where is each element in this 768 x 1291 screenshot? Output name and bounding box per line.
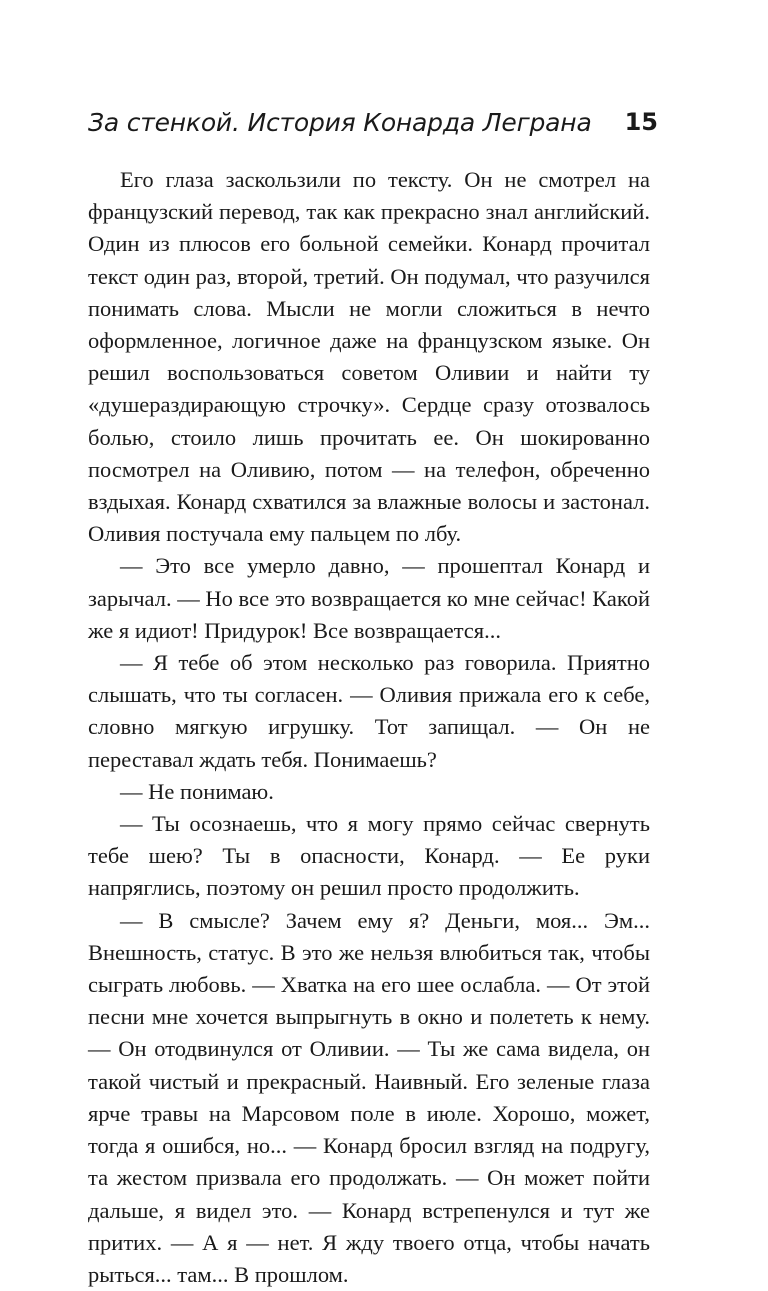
- running-title: За стенкой. История Конарда Леграна: [88, 108, 592, 137]
- running-head: [88, 104, 658, 144]
- paragraph: — В смысле? Зачем ему я? Деньги, моя... Эм... Внешность, статус. В это же нельзя влюбиться так, чтобы сыграть любовь. — Хватка на его шее ослабла. — От этой песни мне хочется выпрыгнуть в окно и полететь к нему. — Он отодвинулся от Оливии. — Ты же сама видела, он такой чистый и прекрасный. Наивный. Его зеленые глаза ярче травы на Марсовом поле в июле. Хорошо, может, тогда я ошибся, но... — Конард бросил взгляд на подругу, та жестом призвала его продолжать. — Он может пойти дальше, я видел это. — Конард встрепенулся и тут же притих. — А я — нет. Я жду твоего отца, чтобы начать рыться... там... В прошлом.: [88, 907, 650, 1287]
- paragraph: Его глаза заскользили по тексту. Он не смотрел на французский перевод, так как прекрасно знал английский. Один из плюсов его больной семейки. Конард прочитал текст один раз, второй, третий. Он подумал, что разучился понимать слова. Мысли не могли сложиться в нечто оформленное, логичное даже на французском языке. Он решил воспользоваться советом Оливии и найти ту «душераздирающую строчку». Сердце сразу отозвалось болью, стоило лишь прочитать ее. Он шокированно посмотрел на Оливию, потом — на телефон, обреченно вздыхая. Конард схватился за влажные волосы и застонал. Оливия постучала ему пальцем по лбу.: [88, 167, 650, 547]
- page-number: 15: [624, 108, 658, 136]
- paragraph: — Это все умерло давно, — прошептал Конард и зарычал. — Но все это возвращается ко мне сейчас! Какой же я идиот! Придурок! Все возвращается...: [88, 553, 650, 643]
- paragraph: — Не понимаю.: [120, 778, 274, 804]
- paragraph: — Я тебе об этом несколько раз говорила. Приятно слышать, что ты согласен. — Оливия прижала его к себе, словно мягкую игрушку. Тот запищал. — Он не переставал ждать тебя. Понимаешь?: [88, 650, 650, 772]
- paragraph: — Ты осознаешь, что я могу прямо сейчас свернуть тебе шею? Ты в опасности, Конард. — Ее руки напряглись, поэтому он решил просто продолжить.: [88, 811, 650, 901]
- body-text: [88, 164, 650, 1291]
